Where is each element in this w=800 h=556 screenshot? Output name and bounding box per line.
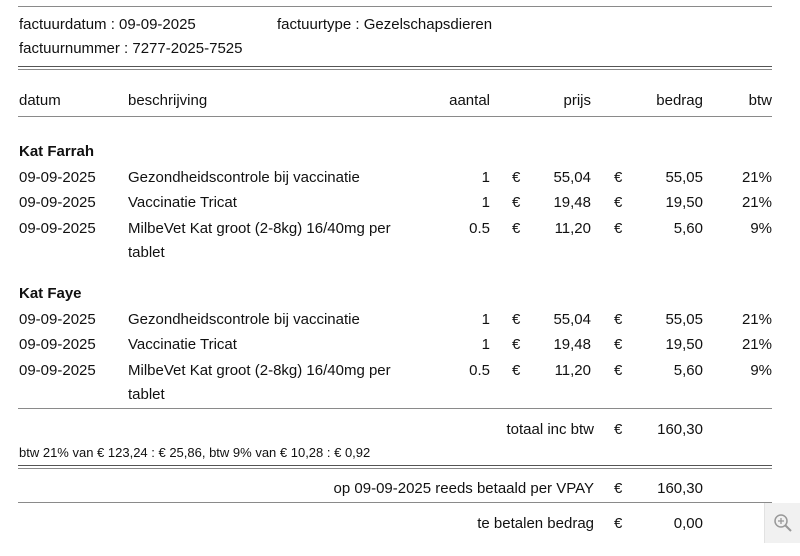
euro-sign: € bbox=[614, 169, 623, 186]
row-amount: 55,05 bbox=[665, 311, 703, 328]
invoice-number: factuurnummer : 7277-2025-7525 bbox=[19, 40, 243, 57]
euro-sign: € bbox=[512, 336, 521, 353]
row-date: 09-09-2025 bbox=[19, 194, 96, 211]
euro-sign: € bbox=[512, 362, 521, 379]
row-description: Vaccinatie Tricat bbox=[128, 194, 237, 211]
euro-sign: € bbox=[614, 336, 623, 353]
euro-sign: € bbox=[614, 220, 623, 237]
row-amount: 55,05 bbox=[665, 169, 703, 186]
vat-summary: btw 21% van € 123,24 : € 25,86, btw 9% van € 10,28 : € 0,92 bbox=[19, 445, 371, 460]
euro-sign: € bbox=[512, 311, 521, 328]
row-amount: 5,60 bbox=[673, 362, 703, 379]
row-amount: 19,50 bbox=[665, 194, 703, 211]
row-description: Gezondheidscontrole bij vaccinatie bbox=[128, 169, 360, 186]
row-date: 09-09-2025 bbox=[19, 336, 96, 353]
row-date: 09-09-2025 bbox=[19, 220, 96, 237]
group-title: Kat Farrah bbox=[19, 143, 95, 160]
row-description: Vaccinatie Tricat bbox=[128, 336, 237, 353]
row-price: 11,20 bbox=[554, 362, 591, 379]
col-beschrijving: beschrijving bbox=[128, 92, 208, 109]
row-quantity: 1 bbox=[481, 169, 490, 186]
row-vat: 9% bbox=[750, 220, 772, 237]
header-rule-2 bbox=[18, 69, 772, 70]
col-bedrag: bedrag bbox=[656, 92, 703, 109]
amount-due-label: te betalen bedrag bbox=[477, 515, 594, 532]
row-description: MilbeVet Kat groot (2-8kg) 16/40mg per bbox=[128, 220, 391, 237]
row-vat: 9% bbox=[750, 362, 772, 379]
due-rule bbox=[18, 502, 772, 503]
zoom-button[interactable] bbox=[764, 503, 800, 543]
row-description: Gezondheidscontrole bij vaccinatie bbox=[128, 311, 360, 328]
zoom-in-icon bbox=[765, 503, 800, 543]
row-quantity: 0.5 bbox=[469, 362, 490, 379]
row-date: 09-09-2025 bbox=[19, 362, 96, 379]
total-label: totaal inc btw bbox=[506, 421, 594, 438]
row-quantity: 1 bbox=[481, 311, 490, 328]
euro-sign: € bbox=[512, 169, 521, 186]
paid-label: op 09-09-2025 reeds betaald per VPAY bbox=[333, 480, 594, 497]
euro-sign: € bbox=[614, 515, 623, 532]
euro-sign: € bbox=[614, 421, 623, 438]
column-rule bbox=[18, 116, 772, 117]
row-vat: 21% bbox=[741, 169, 772, 186]
paid-rule-2 bbox=[18, 468, 772, 469]
col-prijs: prijs bbox=[563, 92, 591, 109]
row-vat: 21% bbox=[741, 336, 772, 353]
euro-sign: € bbox=[512, 194, 521, 211]
group-title: Kat Faye bbox=[19, 285, 82, 302]
row-price: 11,20 bbox=[554, 220, 591, 237]
row-price: 55,04 bbox=[553, 169, 591, 186]
col-aantal: aantal bbox=[449, 92, 490, 109]
totals-rule bbox=[18, 408, 772, 409]
euro-sign: € bbox=[614, 311, 623, 328]
row-quantity: 0.5 bbox=[469, 220, 490, 237]
row-date: 09-09-2025 bbox=[19, 169, 96, 186]
header-rule bbox=[18, 66, 772, 67]
row-price: 19,48 bbox=[553, 336, 591, 353]
amount-due-value: 0,00 bbox=[673, 515, 703, 532]
euro-sign: € bbox=[614, 480, 623, 497]
row-vat: 21% bbox=[741, 194, 772, 211]
row-price: 55,04 bbox=[553, 311, 591, 328]
euro-sign: € bbox=[614, 194, 623, 211]
top-rule bbox=[18, 6, 772, 7]
row-description-cont: tablet bbox=[128, 244, 165, 261]
row-quantity: 1 bbox=[481, 336, 490, 353]
row-price: 19,48 bbox=[553, 194, 591, 211]
invoice-date: factuurdatum : 09-09-2025 bbox=[19, 16, 196, 33]
row-quantity: 1 bbox=[481, 194, 490, 211]
col-datum: datum bbox=[19, 92, 61, 109]
row-amount: 5,60 bbox=[673, 220, 703, 237]
euro-sign: € bbox=[512, 220, 521, 237]
row-date: 09-09-2025 bbox=[19, 311, 96, 328]
invoice-type: factuurtype : Gezelschapsdieren bbox=[277, 16, 493, 33]
row-vat: 21% bbox=[741, 311, 772, 328]
row-description-cont: tablet bbox=[128, 386, 165, 403]
col-btw: btw bbox=[748, 92, 772, 109]
euro-sign: € bbox=[614, 362, 623, 379]
row-amount: 19,50 bbox=[665, 336, 703, 353]
row-description: MilbeVet Kat groot (2-8kg) 16/40mg per bbox=[128, 362, 391, 379]
paid-value: 160,30 bbox=[657, 480, 703, 497]
paid-rule bbox=[18, 465, 772, 466]
total-value: 160,30 bbox=[657, 421, 703, 438]
